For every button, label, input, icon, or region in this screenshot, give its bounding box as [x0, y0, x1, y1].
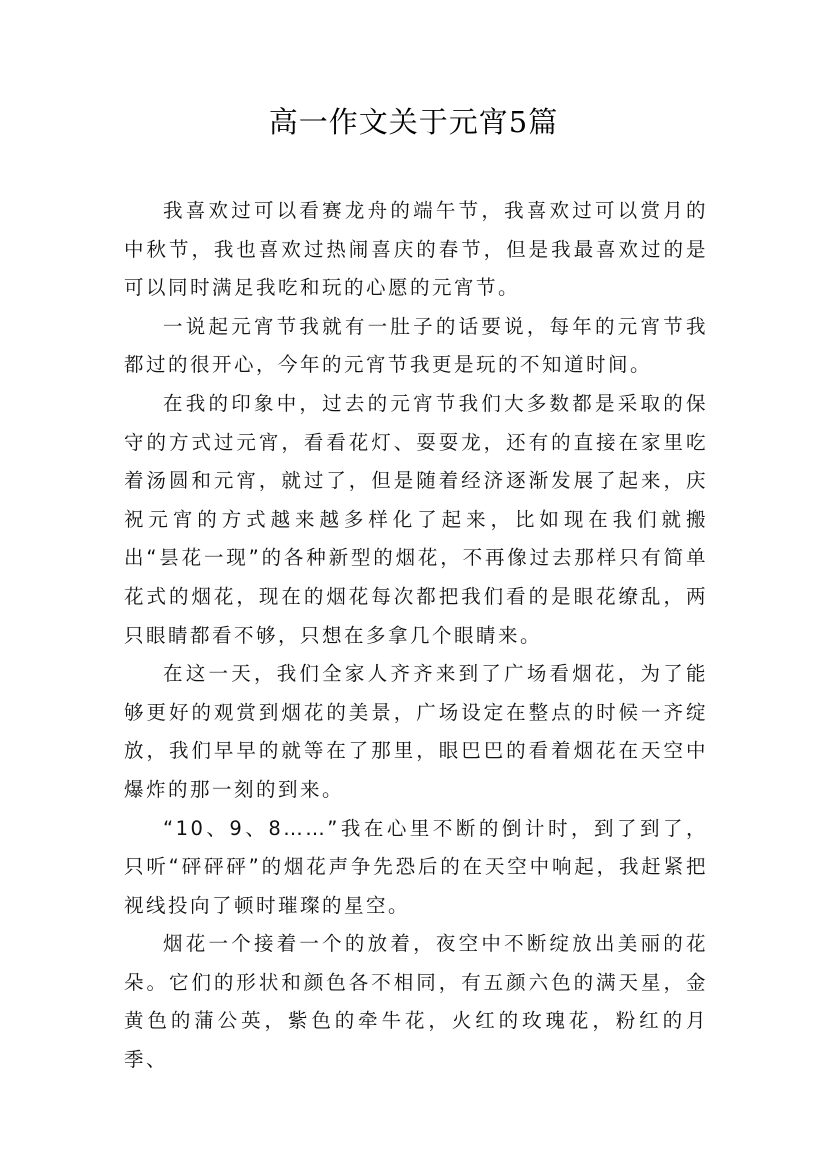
paragraph-1: 我喜欢过可以看赛龙舟的端午节，我喜欢过可以赏月的中秋节，我也喜欢过热闹喜庆的春节，但是我最喜欢过的是可以同时满足我吃和玩的心愿的元宵节。 [124, 199, 708, 300]
paragraph-4: 在这一天，我们全家人齐齐来到了广场看烟花，为了能够更好的观赏到烟花的美景，广场设定在整点的时候一齐绽放，我们早早的就等在了那里，眼巴巴的看着烟花在天空中爆炸的那一刻的到来。 [124, 662, 708, 801]
paragraph-5: “10、9、8……”我在心里不断的倒计时，到了到了，只听“砰砰砰”的烟花声争先恐后的在天空中响起，我赶紧把视线投向了顿时璀璨的星空。 [124, 816, 708, 917]
paragraph-6: 烟花一个接着一个的放着，夜空中不断绽放出美丽的花朵。它们的形状和颜色各不相同，有五颜六色的满天星，金黄色的蒲公英，紫色的牵牛花，火红的玫瑰花，粉红的月季、 [124, 932, 708, 1072]
document-body [124, 192, 708, 1080]
paragraph-2: 一说起元宵节我就有一肚子的话要说，每年的元宵节我都过的很开心，今年的元宵节我更是玩的不知道时间。 [124, 314, 708, 377]
paragraph-3: 在我的印象中，过去的元宵节我们大多数都是采取的保守的方式过元宵，看看花灯、耍耍龙，还有的直接在家里吃着汤圆和元宵，就过了，但是随着经济逐渐发展了起来，庆祝元宵的方式越来越多样化了起来，比如现在我们就搬出“昙花一现”的各种新型的烟花，不再像过去那样只有简单花式的烟花，现在的烟花每次都把我们看的是眼花缭乱，两只眼睛都看不够，只想在多拿几个眼睛来。 [124, 391, 708, 647]
document-title: 高一作文关于元宵5篇 [268, 105, 559, 139]
